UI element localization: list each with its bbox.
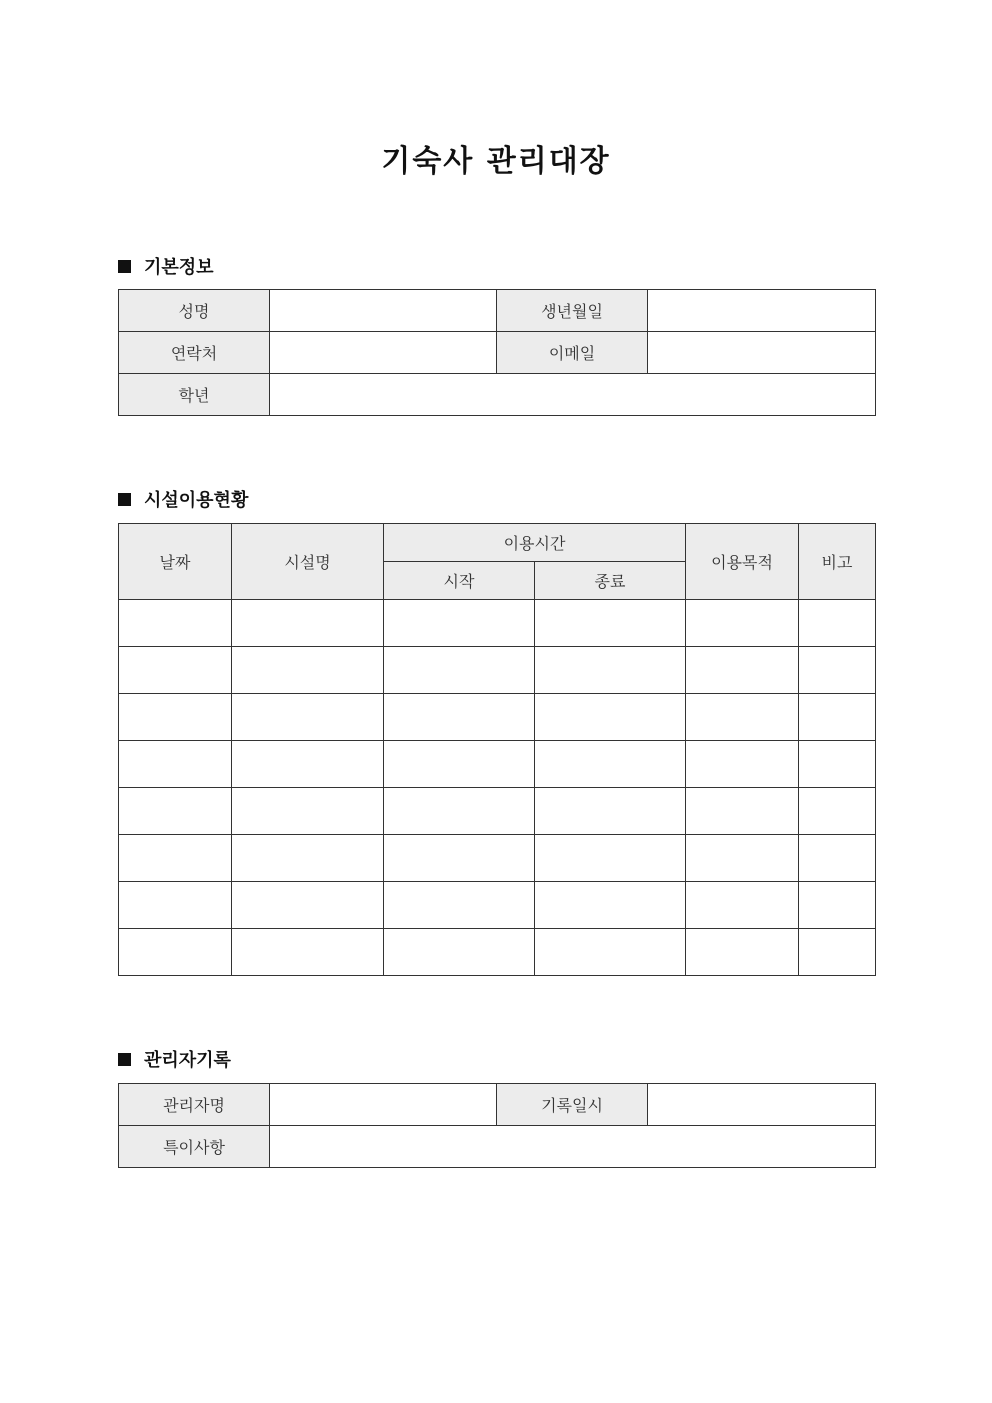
end-time-cell[interactable] [535, 741, 686, 788]
facility-name-cell[interactable] [232, 788, 384, 835]
date-cell[interactable] [119, 835, 232, 882]
note-cell[interactable] [799, 694, 876, 741]
column-header-date: 날짜 [119, 524, 232, 600]
facility-name-cell[interactable] [232, 694, 384, 741]
purpose-cell[interactable] [686, 835, 799, 882]
column-header-start: 시작 [384, 562, 535, 600]
start-time-cell[interactable] [384, 694, 535, 741]
date-cell[interactable] [119, 647, 232, 694]
note-cell[interactable] [799, 788, 876, 835]
section-heading-label: 기본정보 [144, 257, 214, 278]
note-cell[interactable] [799, 882, 876, 929]
date-cell[interactable] [119, 600, 232, 647]
note-cell[interactable] [799, 929, 876, 976]
end-time-cell[interactable] [535, 882, 686, 929]
facility-name-cell[interactable] [232, 835, 384, 882]
table-row [119, 332, 876, 374]
purpose-cell[interactable] [686, 788, 799, 835]
table-row [119, 788, 876, 835]
start-time-cell[interactable] [384, 788, 535, 835]
end-time-cell[interactable] [535, 835, 686, 882]
column-header-usage-time: 이용시간 [384, 524, 686, 562]
start-time-cell[interactable] [384, 929, 535, 976]
date-cell[interactable] [119, 694, 232, 741]
facility-usage-table [118, 523, 876, 976]
section-heading-label: 관리자기록 [144, 1050, 231, 1071]
square-bullet-icon [118, 260, 131, 273]
table-row [119, 290, 876, 332]
column-header-facility-name: 시설명 [232, 524, 384, 600]
email-field[interactable] [648, 332, 876, 374]
start-time-cell[interactable] [384, 835, 535, 882]
start-time-cell[interactable] [384, 647, 535, 694]
purpose-cell[interactable] [686, 647, 799, 694]
end-time-cell[interactable] [535, 929, 686, 976]
purpose-cell[interactable] [686, 741, 799, 788]
start-time-cell[interactable] [384, 882, 535, 929]
facility-name-cell[interactable] [232, 647, 384, 694]
contact-field[interactable] [270, 332, 497, 374]
facility-usage-rows [119, 600, 876, 976]
end-time-cell[interactable] [535, 600, 686, 647]
table-row [119, 1126, 876, 1168]
admin-record-table [118, 1083, 876, 1168]
basic-info-table [118, 289, 876, 416]
facility-name-cell[interactable] [232, 882, 384, 929]
date-cell[interactable] [119, 788, 232, 835]
table-row [119, 741, 876, 788]
date-cell[interactable] [119, 929, 232, 976]
table-row [119, 1084, 876, 1126]
end-time-cell[interactable] [535, 694, 686, 741]
section-heading-label: 시설이용현황 [144, 490, 249, 511]
note-cell[interactable] [799, 741, 876, 788]
section-heading-basic-info [118, 253, 214, 279]
facility-name-cell[interactable] [232, 741, 384, 788]
name-field[interactable] [270, 290, 497, 332]
start-time-cell[interactable] [384, 741, 535, 788]
table-row [119, 374, 876, 416]
page-title: 기숙사 관리대장 [381, 144, 611, 179]
remarks-field[interactable] [270, 1126, 876, 1168]
remarks-label: 특이사항 [119, 1126, 270, 1168]
end-time-cell[interactable] [535, 647, 686, 694]
purpose-cell[interactable] [686, 694, 799, 741]
note-cell[interactable] [799, 835, 876, 882]
square-bullet-icon [118, 493, 131, 506]
email-label: 이메일 [497, 332, 648, 374]
birth-date-field[interactable] [648, 290, 876, 332]
record-date-field[interactable] [648, 1084, 876, 1126]
note-cell[interactable] [799, 647, 876, 694]
table-row [119, 600, 876, 647]
table-row [119, 929, 876, 976]
purpose-cell[interactable] [686, 600, 799, 647]
section-heading-admin [118, 1046, 231, 1072]
table-row [119, 835, 876, 882]
end-time-cell[interactable] [535, 788, 686, 835]
note-cell[interactable] [799, 600, 876, 647]
table-row [119, 694, 876, 741]
purpose-cell[interactable] [686, 882, 799, 929]
manager-name-field[interactable] [270, 1084, 497, 1126]
contact-label: 연락처 [119, 332, 270, 374]
grade-label: 학년 [119, 374, 270, 416]
table-row [119, 882, 876, 929]
section-heading-facility [118, 486, 248, 512]
purpose-cell[interactable] [686, 929, 799, 976]
facility-name-cell[interactable] [232, 929, 384, 976]
column-header-note: 비고 [799, 524, 876, 600]
square-bullet-icon [118, 1053, 131, 1066]
column-header-purpose: 이용목적 [686, 524, 799, 600]
column-header-end: 종료 [535, 562, 686, 600]
manager-name-label: 관리자명 [119, 1084, 270, 1126]
record-date-label: 기록일시 [497, 1084, 648, 1126]
date-cell[interactable] [119, 882, 232, 929]
facility-name-cell[interactable] [232, 600, 384, 647]
start-time-cell[interactable] [384, 600, 535, 647]
table-row [119, 647, 876, 694]
table-header-row [119, 524, 876, 562]
grade-field[interactable] [270, 374, 876, 416]
date-cell[interactable] [119, 741, 232, 788]
birth-date-label: 생년월일 [497, 290, 648, 332]
name-label: 성명 [119, 290, 270, 332]
